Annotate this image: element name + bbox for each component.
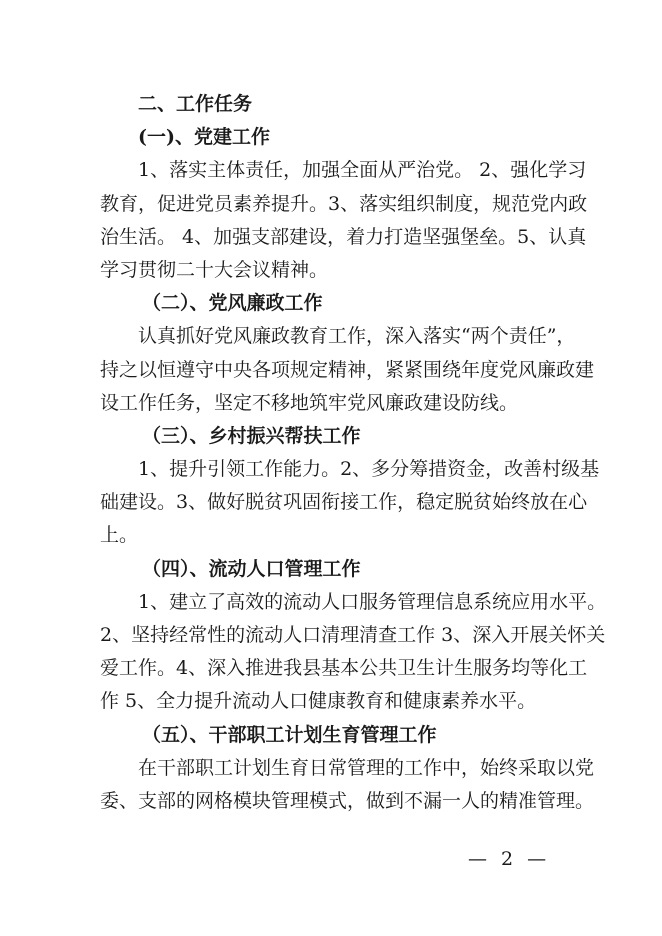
paragraph-line: 教育，促进党员素养提升。3、落实组织制度，规范党内政 [100,192,588,215]
section-title: （三）、乡村振兴帮扶工作 [142,424,361,447]
paragraph-line: 爱工作。4、深入推进我县基本公共卫生计生服务均等化工 [100,657,588,680]
paragraph-line: 1、建立了高效的流动人口服务管理信息系统应用水平。 [138,590,607,613]
section-title: (一)、党建工作 [138,126,270,149]
section-title: （五）、干部职工计划生育管理工作 [142,723,437,746]
paragraph-line: 2、坚持经常性的流动人口清理清查工作 3、深入开展关怀关 [100,624,606,646]
page-number: — 2 — [468,848,551,870]
paragraph-line: 础建设。3、做好脱贫巩固衔接工作，稳定脱贫始终放在心 [100,491,588,514]
paragraph-line: 委、支部的网格模块管理模式，做到不漏一人的精准管理。 [100,789,595,812]
document-body [100,88,607,818]
paragraph-line: 持之以恒遵守中央各项规定精神，紧紧围绕年度党风廉政建 [100,358,595,381]
paragraph-line: 1、提升引领工作能力。2、多分筹措资金，改善村级基 [138,458,600,481]
section-title: （二）、党风廉政工作 [142,292,323,315]
paragraph-line: 作 5、全力提升流动人口健康教育和健康素养水平。 [100,690,537,713]
paragraph-line: 在干部职工计划生育日常管理的工作中，始终采取以党 [138,756,595,779]
paragraph-line: 设工作任务，坚定不移地筑牢党风廉政建设防线。 [100,391,519,414]
paragraph-line: 认真抓好党风廉政教育工作，深入落实“两个责任”， [138,325,576,348]
section-title: （四）、流动人口管理工作 [142,557,361,580]
paragraph-line: 学习贯彻二十大会议精神。 [100,258,329,281]
main-heading: 二、工作任务 [138,93,253,115]
paragraph-line: 1、落实主体责任，加强全面从严治党。 2、强化学习 [138,159,587,182]
paragraph-line: 治生活。 4、加强支部建设，着力打造坚强堡垒。5、认真 [100,225,587,248]
paragraph-line: 上。 [100,524,139,547]
